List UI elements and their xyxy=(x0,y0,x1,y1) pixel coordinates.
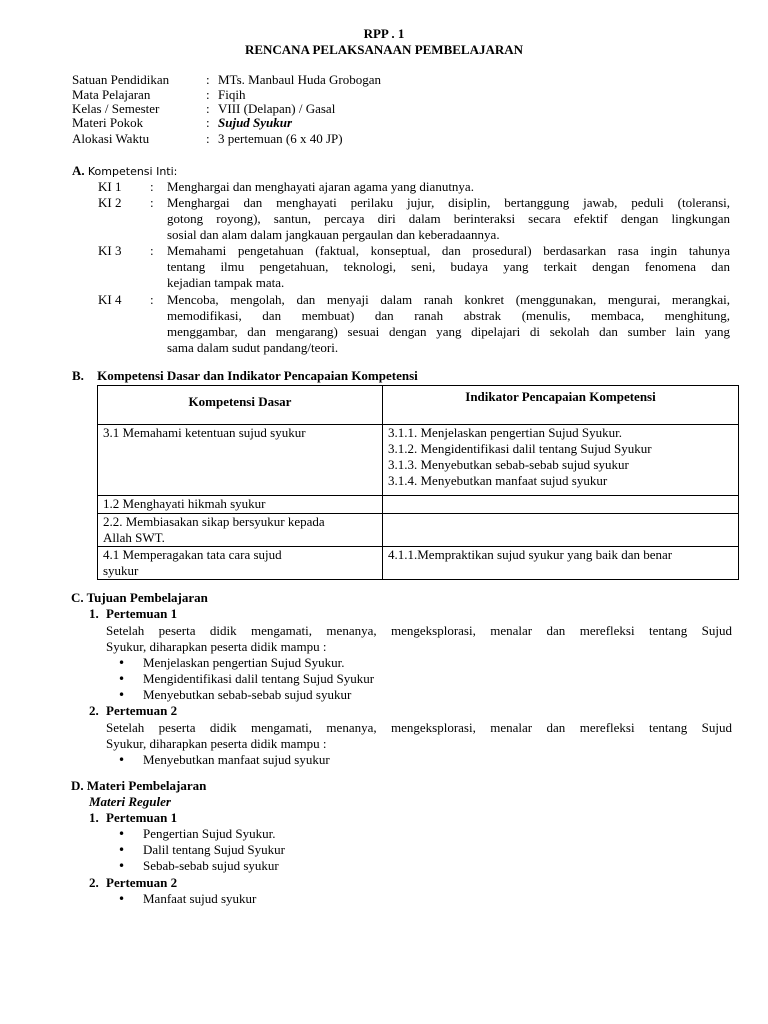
section-title: Kompetensi Dasar dan Indikator Pencapaian Kompetensi xyxy=(97,368,418,383)
cell-line: 4.1.1.Mempraktikan sujud syukur yang baik dan benar xyxy=(388,547,673,562)
ki-line: sosial dan alam dalam jangkauan pergaulan dan keberadaannya. xyxy=(167,227,500,242)
ki-line: sama dalam sudut pandang/teori. xyxy=(167,340,339,355)
list-item-text: Menyebutkan manfaat sujud syukur xyxy=(143,752,330,767)
bullet-icon: • xyxy=(118,827,126,841)
ki-line: gotong royong), santun, percaya diri dalam berinteraksi secara efektif dengan lingkungan xyxy=(167,211,730,226)
ki-text xyxy=(167,195,730,243)
intro-line: Syukur, diharapkan peserta didik mampu : xyxy=(106,639,327,654)
ki-line: Menghargai dan menghayati ajaran agama yang dianutnya. xyxy=(167,179,474,194)
table-cell-ipk xyxy=(383,547,739,580)
ki-line: memodifikasi, dan membuat) dan ranah abstrak (menulis, membaca, menghitung, xyxy=(167,308,730,323)
bullet-icon: • xyxy=(118,656,126,670)
identity-label: Satuan Pendidikan xyxy=(72,72,170,87)
identity-row xyxy=(72,72,672,88)
meeting-number: 1. xyxy=(89,810,99,825)
section-title: Tujuan Pembelajaran xyxy=(86,590,208,605)
list-item-text: Manfaat sujud syukur xyxy=(143,891,257,906)
ki-colon: : xyxy=(150,292,154,307)
section-letter: B. xyxy=(72,368,84,383)
meeting-heading xyxy=(89,875,177,891)
identity-colon: : xyxy=(206,115,210,130)
table-row xyxy=(98,425,739,496)
table-cell-kd xyxy=(98,514,383,547)
identity-label: Alokasi Waktu xyxy=(72,131,150,146)
cell-line: 3.1.2. Mengidentifikasi dalil tentang Sujud Syukur xyxy=(388,441,652,456)
cell-line: Allah SWT. xyxy=(103,530,165,545)
ki-line: Memahami pengetahuan (faktual, konseptual, dan prosedural) berdasarkan rasa ingin tahunya xyxy=(167,243,730,258)
ki-code: KI 2 xyxy=(98,195,122,210)
section-c-heading xyxy=(71,590,208,606)
identity-value: 3 pertemuan (6 x 40 JP) xyxy=(218,131,343,146)
meeting-number: 1. xyxy=(89,606,99,621)
table-cell-ipk xyxy=(383,496,739,514)
section-letter: A. xyxy=(72,163,85,178)
bullet-icon: • xyxy=(118,688,126,702)
identity-colon: : xyxy=(206,101,210,116)
doc-title: RENCANA PELAKSANAAN PEMBELAJARAN xyxy=(244,42,524,57)
cell-line: syukur xyxy=(103,563,139,578)
ki-line: Menghargai dan menghayati perilaku jujur, disiplin, bertanggung jawab, peduli (toleransi, xyxy=(167,195,730,210)
cell-line: 1.2 Menghayati hikmah syukur xyxy=(103,496,266,511)
identity-row xyxy=(72,115,672,131)
identity-colon: : xyxy=(206,131,210,146)
competency-table xyxy=(97,385,739,580)
doc-code: RPP . 1 xyxy=(363,26,405,41)
materi-subtitle: Materi Reguler xyxy=(89,794,171,809)
section-a-heading xyxy=(72,163,177,180)
ki-code: KI 1 xyxy=(98,179,122,194)
cell-line: 4.1 Memperagakan tata cara sujud xyxy=(103,547,282,562)
meeting-heading xyxy=(89,810,177,826)
meeting-heading xyxy=(89,606,177,622)
cell-line: 2.2. Membiasakan sikap bersyukur kepada xyxy=(103,514,325,529)
table-header-row xyxy=(98,386,739,425)
ki-code: KI 4 xyxy=(98,292,122,307)
meeting-title: Pertemuan 2 xyxy=(106,703,178,718)
cell-line: 3.1 Memahami ketentuan sujud syukur xyxy=(103,425,306,440)
identity-colon: : xyxy=(206,87,210,102)
bullet-icon: • xyxy=(118,672,126,686)
cell-line: 3.1.4. Menyebutkan manfaat sujud syukur xyxy=(388,473,608,488)
list-item-text: Dalil tentang Sujud Syukur xyxy=(143,842,285,857)
table-cell-ipk xyxy=(383,425,739,496)
table-cell-kd xyxy=(98,547,383,580)
cell-line: 3.1.1. Menjelaskan pengertian Sujud Syukur. xyxy=(388,425,622,440)
table-row xyxy=(98,496,739,514)
list-item-text: Menyebutkan sebab-sebab sujud syukur xyxy=(143,687,352,702)
meeting-title: Pertemuan 1 xyxy=(106,606,178,621)
table-row xyxy=(98,514,739,547)
ki-text xyxy=(167,292,730,356)
intro-line: Setelah peserta didik mengamati, menanya, mengeksplorasi, menalar dan merefleksi tentang Sujud xyxy=(106,623,732,638)
identity-row xyxy=(72,131,672,147)
meeting-title: Pertemuan 1 xyxy=(106,810,178,825)
meeting-number: 2. xyxy=(89,703,99,718)
table-header-ipk: Indikator Pencapaian Kompetensi xyxy=(383,386,739,425)
bullet-icon: • xyxy=(118,843,126,857)
table-cell-ipk xyxy=(383,514,739,547)
list-item-text: Pengertian Sujud Syukur. xyxy=(143,826,276,841)
ki-line: kejadian tampak mata. xyxy=(167,275,285,290)
meeting-title: Pertemuan 2 xyxy=(106,875,178,890)
identity-label: Kelas / Semester xyxy=(72,101,160,116)
meeting-heading xyxy=(89,703,177,719)
ki-line: tentang ilmu pengetahuan, teknologi, seni, budaya yang terkait dengan fenomena dan xyxy=(167,259,730,274)
identity-value: VIII (Delapan) / Gasal xyxy=(218,101,336,116)
bullet-icon: • xyxy=(118,892,126,906)
section-letter: C. xyxy=(71,590,84,605)
meeting-intro xyxy=(106,623,732,655)
identity-colon: : xyxy=(206,72,210,87)
ki-colon: : xyxy=(150,195,154,210)
table-cell-kd xyxy=(98,425,383,496)
ki-line: menggambar, dan mengarang) sesuai dengan yang dipelajari di sekolah dan sumber lain yang xyxy=(167,324,730,339)
bullet-icon: • xyxy=(118,859,126,873)
ki-code: KI 3 xyxy=(98,243,122,258)
ki-colon: : xyxy=(150,179,154,194)
table-cell-kd xyxy=(98,496,383,514)
intro-line: Syukur, diharapkan peserta didik mampu : xyxy=(106,736,327,751)
list-item-text: Sebab-sebab sujud syukur xyxy=(143,858,279,873)
identity-value: Fiqih xyxy=(218,87,246,102)
cell-line: 3.1.3. Menyebutkan sebab-sebab sujud syukur xyxy=(388,457,629,472)
section-title: Kompetensi Inti: xyxy=(87,165,178,178)
ki-colon: : xyxy=(150,243,154,258)
list-item-text: Menjelaskan pengertian Sujud Syukur. xyxy=(143,655,345,670)
identity-value: MTs. Manbaul Huda Grobogan xyxy=(218,72,382,87)
bullet-icon: • xyxy=(118,753,126,767)
table-row xyxy=(98,547,739,580)
ki-line: Mencoba, mengolah, dan menyaji dalam ranah konkret (menggunakan, mengurai, merangkai, xyxy=(167,292,730,307)
list-item-text: Mengidentifikasi dalil tentang Sujud Syukur xyxy=(143,671,375,686)
section-title: Materi Pembelajaran xyxy=(86,778,207,793)
identity-label: Mata Pelajaran xyxy=(72,87,151,102)
ki-text xyxy=(167,179,730,195)
section-d-heading xyxy=(71,778,206,794)
meeting-number: 2. xyxy=(89,875,99,890)
meeting-intro xyxy=(106,720,732,752)
intro-line: Setelah peserta didik mengamati, menanya, mengeksplorasi, menalar dan merefleksi tentang Sujud xyxy=(106,720,732,735)
ki-text xyxy=(167,243,730,291)
identity-label: Materi Pokok xyxy=(72,115,144,130)
identity-value: Sujud Syukur xyxy=(218,115,293,130)
table-header-kd: Kompetensi Dasar xyxy=(98,386,383,425)
section-letter: D. xyxy=(71,778,84,793)
section-b-heading xyxy=(72,368,418,384)
